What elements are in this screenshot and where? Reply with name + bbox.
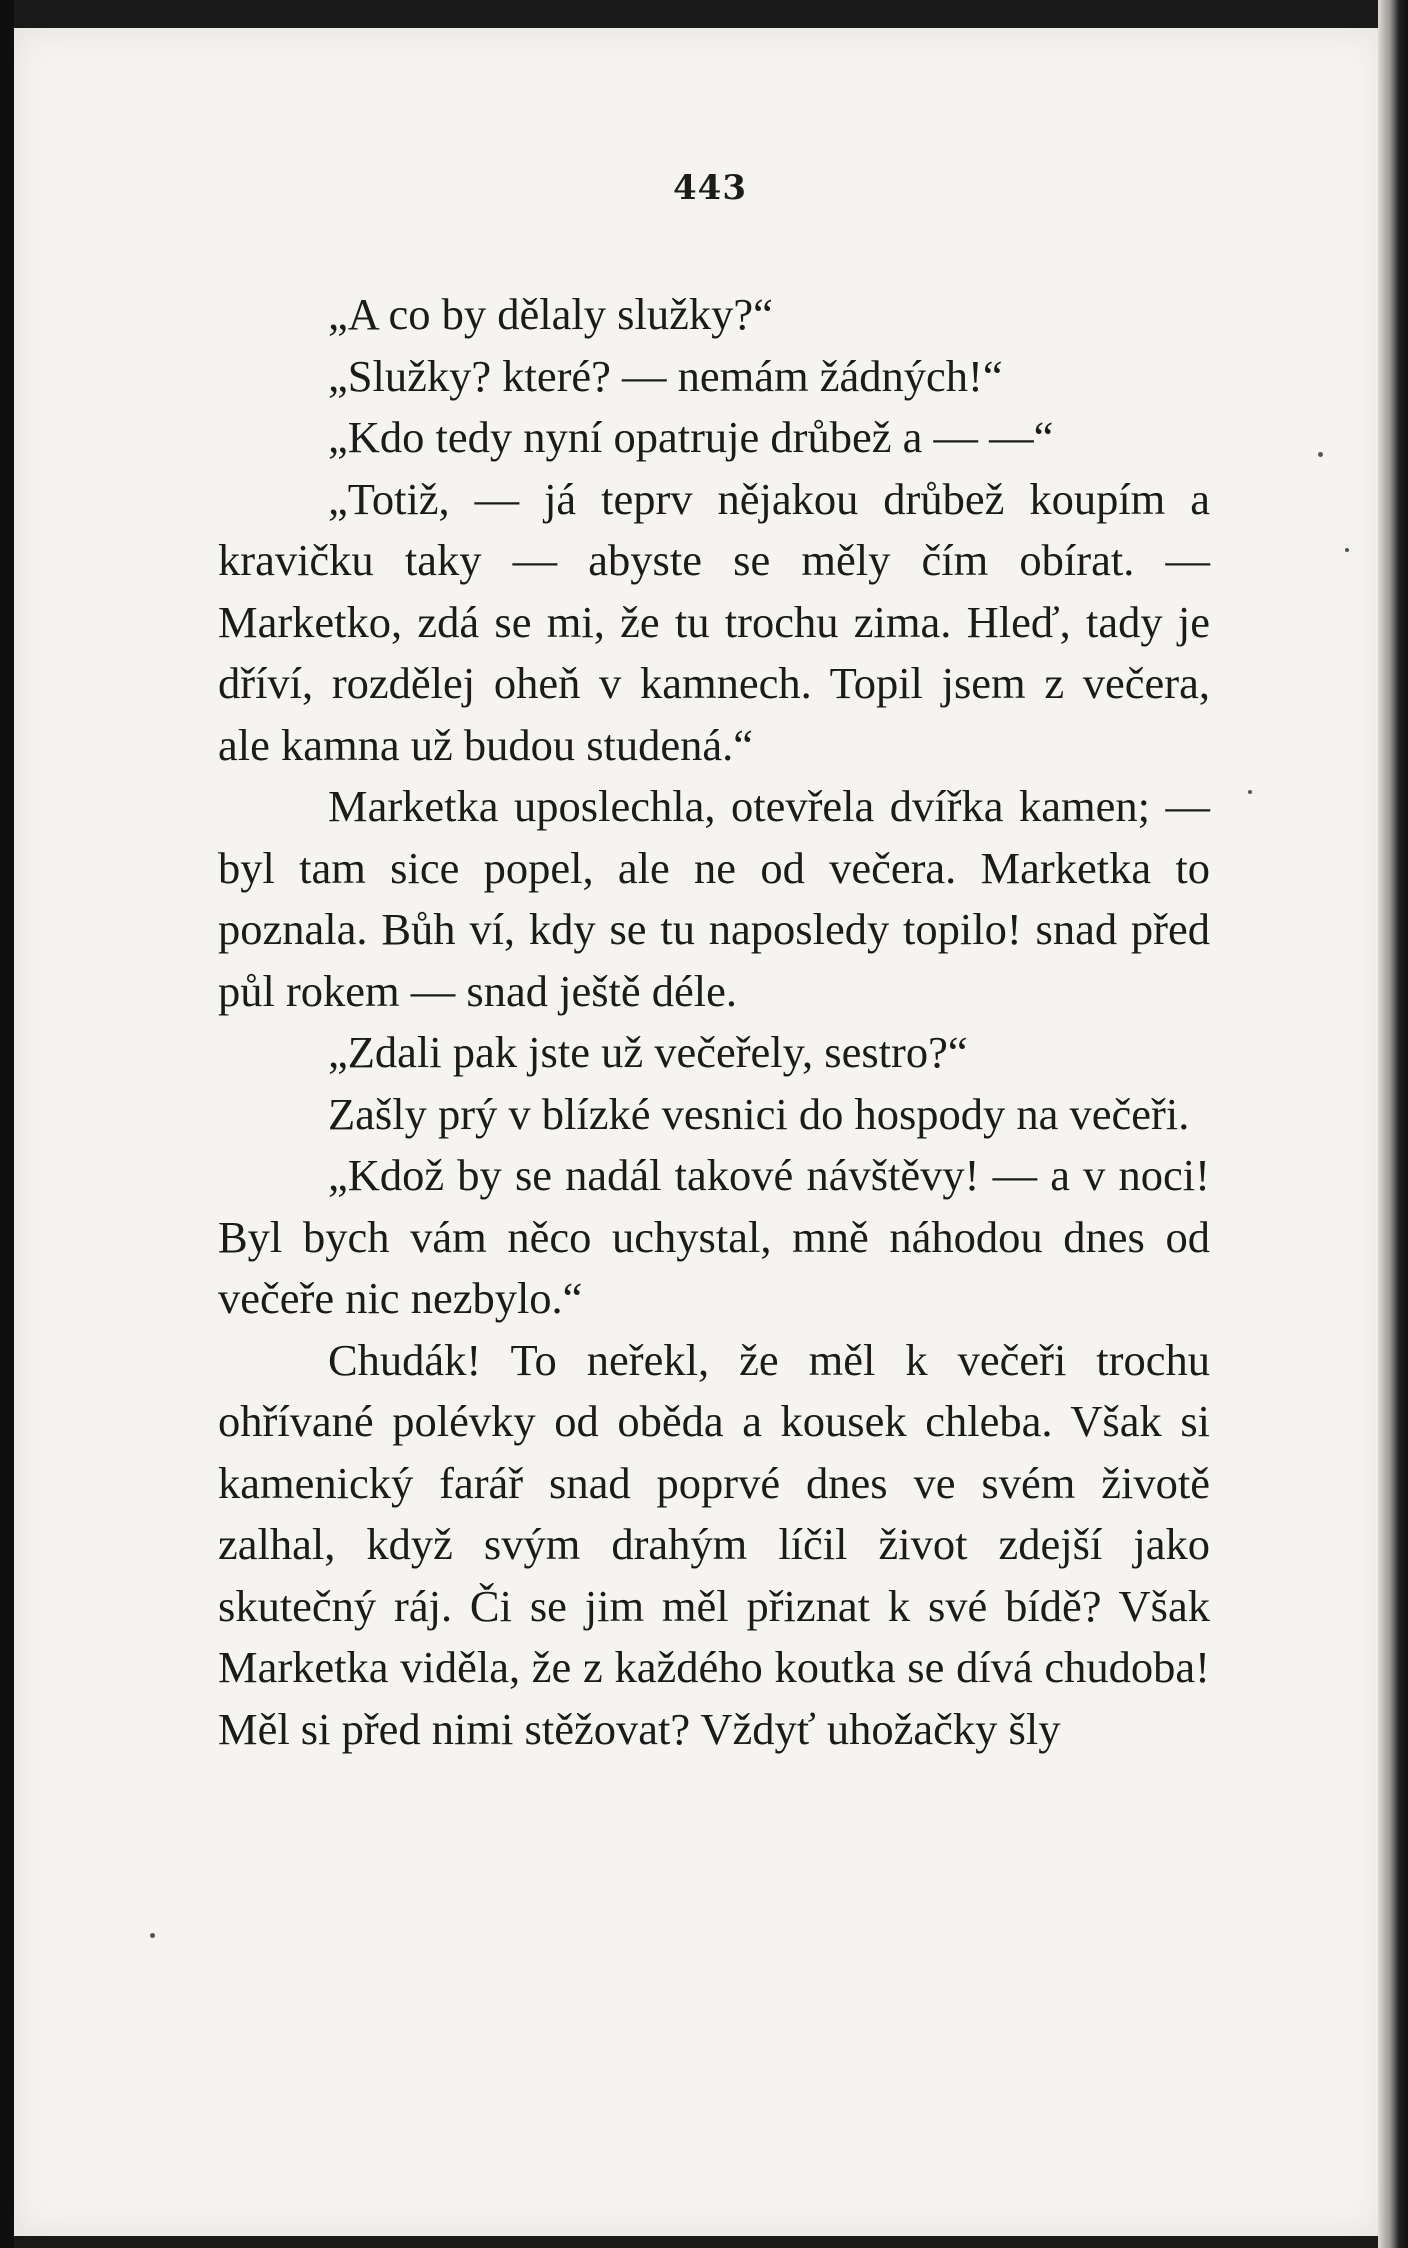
paper-speck	[1318, 452, 1323, 457]
page-right-edge-shadow	[1378, 0, 1408, 2248]
paragraph-1: „A co by dělaly služky?“	[328, 289, 773, 339]
body-text	[218, 284, 1210, 1760]
paper-speck	[150, 1933, 155, 1938]
paragraph-5: Marketka uposlechla, otevřela dvířka kamen; — byl tam sice popel, ale ne od večera. Marketka to poznala. Bůh ví, kdy se tu naposledy topilo! snad před půl rokem — snad ještě déle.	[218, 781, 1210, 1016]
paragraph-6: „Zdali pak jste už večeřely, sestro?“	[328, 1027, 968, 1077]
paragraph-4: „Totiž, — já teprv nějakou drůbež koupím a kravičku taky — abyste se měly čím obírat. — Marketko, zdá se mi, že tu trochu zima. Hleď, tady je dříví, rozdělej oheň v kamnech. Topil jsem z večera, ale kamna už budou studená.“	[218, 473, 1210, 770]
paragraph-3: „Kdo tedy nyní opatruje drůbež a — —“	[328, 412, 1054, 462]
page-left-binding-edge	[0, 0, 14, 2248]
paper-speck	[1345, 548, 1349, 552]
page-number: 443	[673, 168, 747, 208]
paragraph-2: „Služky? které? — nemám žádných!“	[328, 350, 1003, 401]
paper-speck	[1248, 790, 1252, 794]
paragraph-7: Zašly prý v blízké vesnici do hospody na večeři.	[328, 1088, 1190, 1139]
paragraph-8: „Kdož by se nadál takové návštěvy! — a v noci! Byl bych vám něco uchystal, mně náhodou dnes od večeře nic nezbylo.“	[218, 1150, 1210, 1323]
paragraph-9: Chudák! To neřekl, že měl k večeři trochu ohřívané polévky od oběda a kousek chleba. Však si kamenický farář snad poprvé dnes ve svém životě zalhal, když svým drahým líčil život zdejší jako skutečný ráj. Či se jim měl přiznat k své bídě? Však Marketka viděla, že z každého koutka se dívá chudoba! Měl si před nimi stěžovat? Vždyť uhožačky šly	[218, 1334, 1210, 1754]
